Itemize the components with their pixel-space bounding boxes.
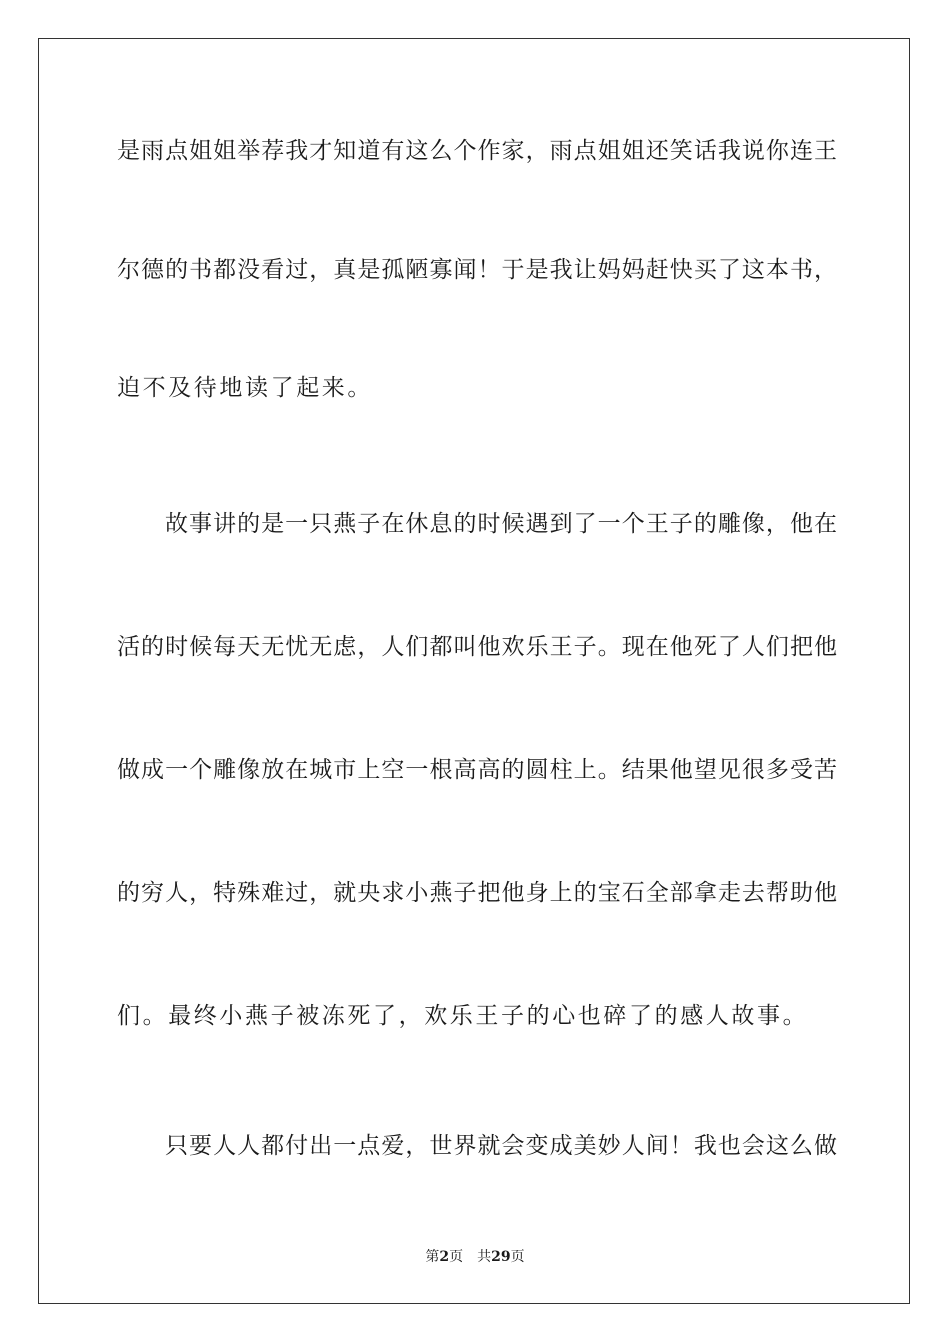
total-label-suffix: 页 [510,1249,525,1265]
text-line-4: 故事讲的是一只燕子在休息的时候遇到了一个王子的雕像，他在 [165,511,837,537]
text-line-1: 是雨点姐姐举荐我才知道有这么个作家，雨点姐姐还笑话我说你连王 [117,138,837,164]
page-label-suffix: 页 [449,1249,464,1265]
total-pages: 29 [491,1249,511,1265]
text-line-7: 的穷人，特殊难过，就央求小燕子把他身上的宝石全部拿走去帮助他 [117,880,837,906]
page-label-prefix: 第 [425,1249,440,1265]
page-border [38,38,910,1304]
text-line-8: 们。最终小燕子被冻死了，欢乐王子的心也碎了的感人故事。 [117,1003,809,1029]
text-line-9: 只要人人都付出一点爱，世界就会变成美妙人间！我也会这么做 [165,1133,837,1159]
page-footer [0,1246,950,1266]
text-line-5: 活的时候每天无忧无虑，人们都叫他欢乐王子。现在他死了人们把他 [117,634,837,660]
page-number: 2 [439,1249,450,1265]
text-line-3: 迫不及待地读了起来。 [117,375,373,401]
total-label-prefix: 共 [477,1249,492,1265]
text-line-6: 做成一个雕像放在城市上空一根高高的圆柱上。结果他望见很多受苦 [117,757,837,783]
text-line-2: 尔德的书都没看过，真是孤陋寡闻！于是我让妈妈赶快买了这本书， [117,257,837,283]
